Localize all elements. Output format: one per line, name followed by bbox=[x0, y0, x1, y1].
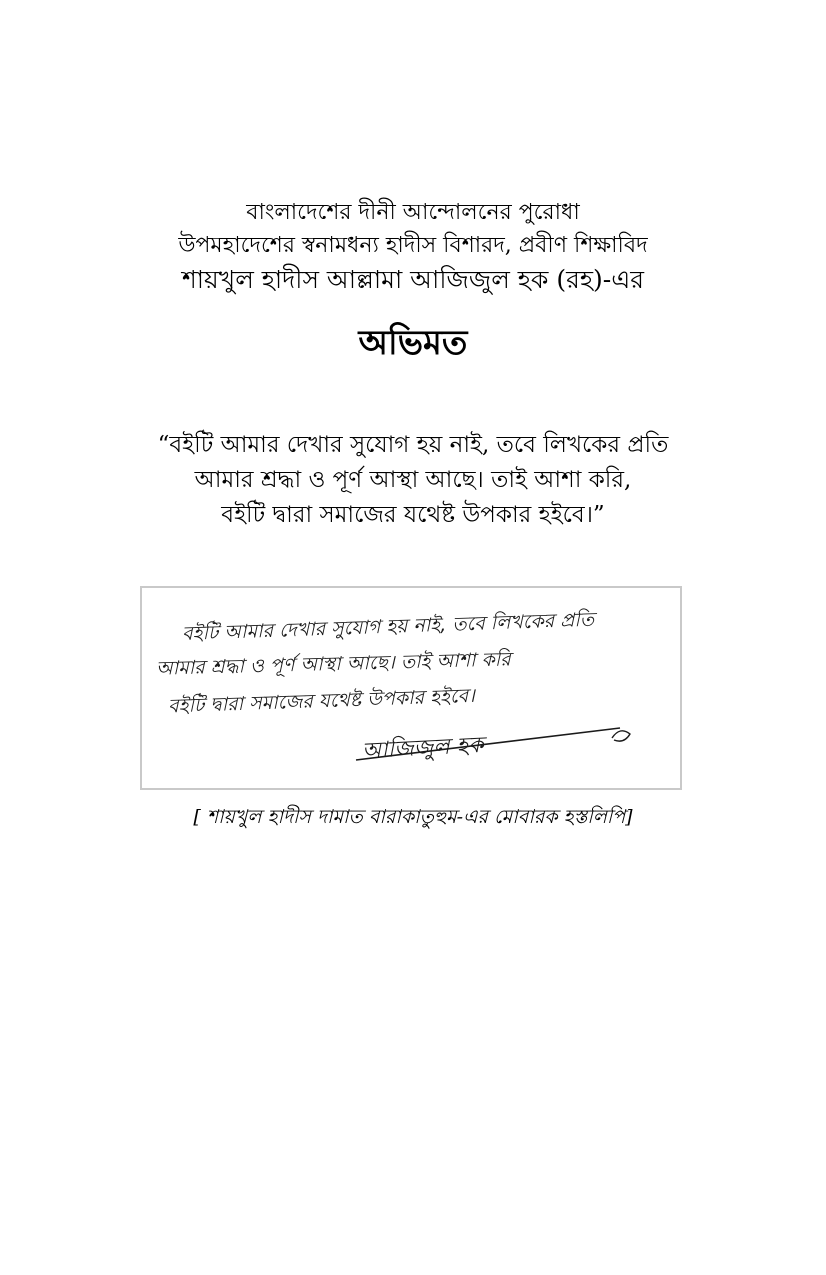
quote-line-1: “বইটি আমার দেখার সুযোগ হয় নাই, তবে লিখকের প্রতি bbox=[157, 432, 669, 458]
intro-line-2: উপমহাদেশের স্বনামধন্য হাদীস বিশারদ, প্রবীণ শিক্ষাবিদ bbox=[178, 233, 648, 258]
signature-flourish bbox=[612, 731, 630, 741]
handwriting-image bbox=[142, 588, 680, 788]
handwriting-line-3: বইটি দ্বারা সমাজের যথেষ্ট উপকার হইবে। bbox=[167, 684, 476, 718]
signature: আজিজুল হক bbox=[361, 732, 485, 765]
caption: [ শায়খুল হাদীস দামাত বারাকাতুহুম-এর মোবারক হস্তলিপি] bbox=[193, 806, 633, 828]
quote-line-2: আমার শ্রদ্ধা ও পূর্ণ আস্থা আছে। তাই আশা করি, bbox=[194, 467, 632, 493]
handwritten-manuscript bbox=[140, 586, 682, 790]
quote-block bbox=[0, 428, 826, 533]
intro-block bbox=[0, 196, 826, 298]
handwriting-line-2: আমার শ্রদ্ধা ও পূর্ণ আস্থা আছে। তাই আশা করি bbox=[155, 648, 511, 680]
quote-line-3: বইটি দ্বারা সমাজের যথেষ্ট উপকার হইবে।” bbox=[221, 502, 605, 528]
intro-line-1: বাংলাদেশের দীনী আন্দোলনের পুরোধা bbox=[246, 200, 580, 225]
handwriting-line-1: বইটি আমার দেখার সুযোগ হয় নাই, তবে লিখকের প্রতি bbox=[181, 608, 595, 646]
page-heading: অভিমত bbox=[358, 323, 468, 363]
intro-line-3: শায়খুল হাদীস আল্লামা আজিজুল হক (রহ)-এর bbox=[182, 265, 644, 294]
